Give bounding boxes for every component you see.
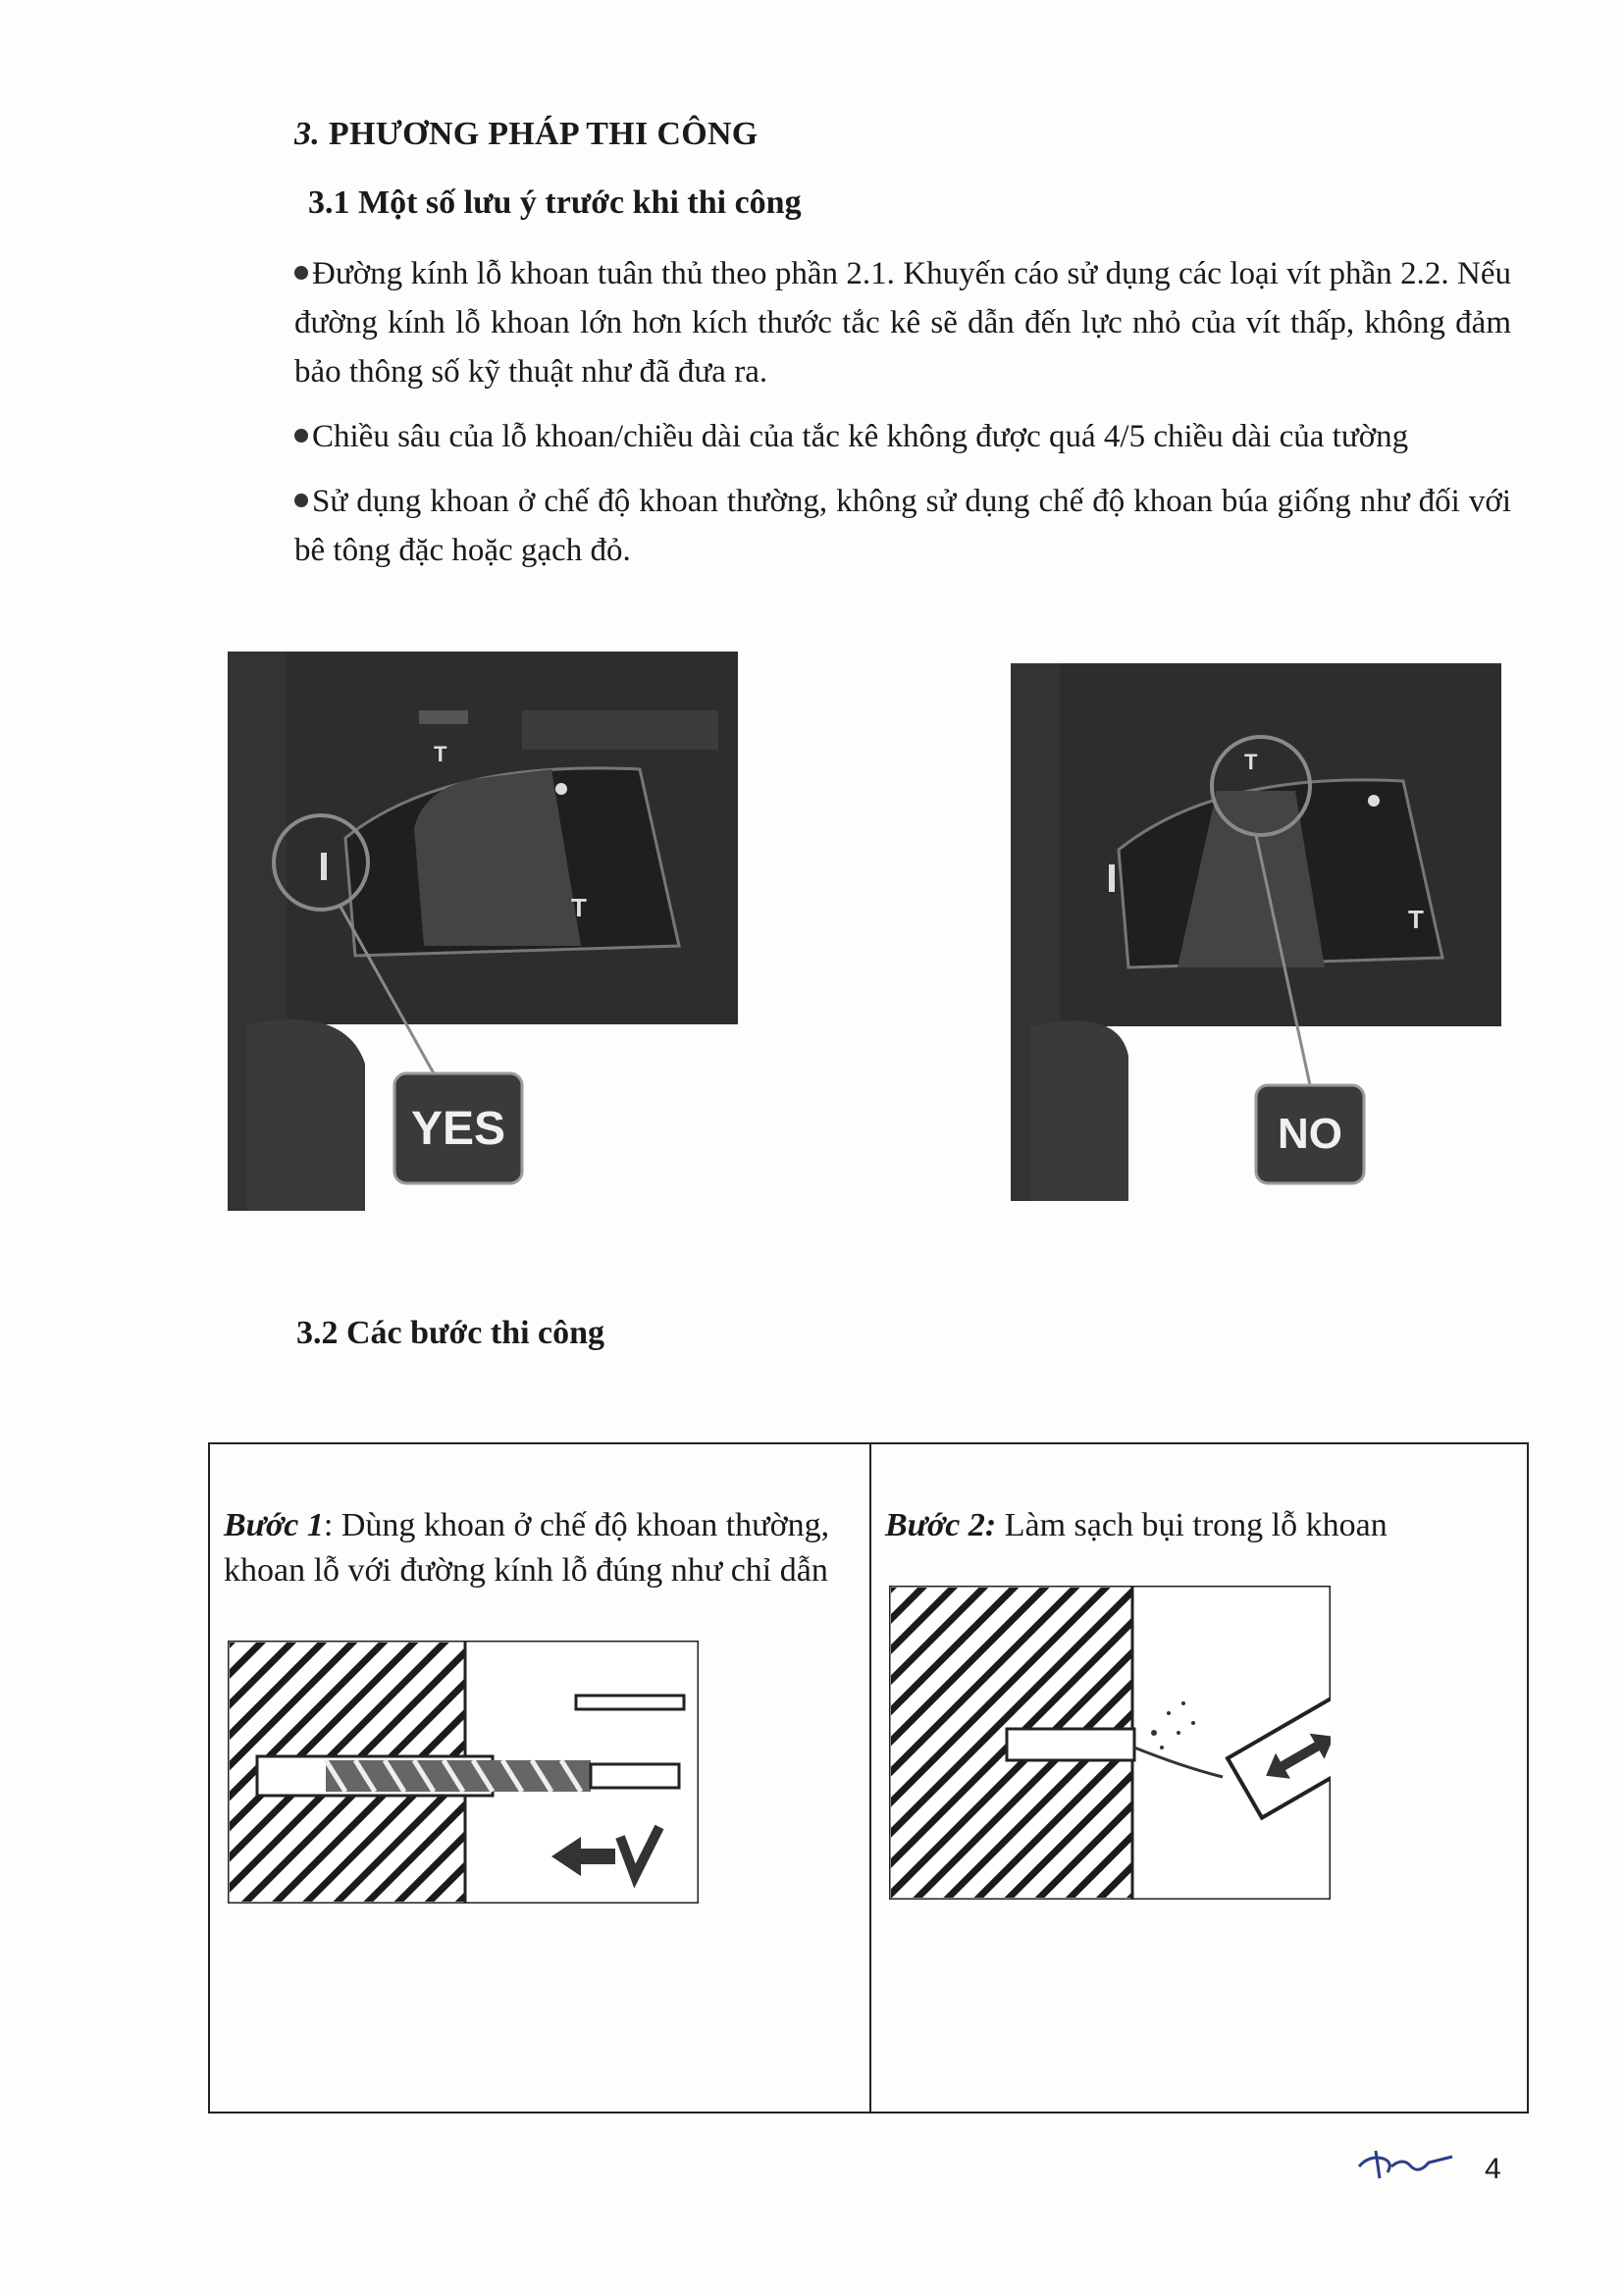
yes-badge: YES	[410, 1102, 506, 1155]
bullet-dot-icon	[294, 429, 308, 443]
no-badge: NO	[1278, 1110, 1342, 1158]
section-heading	[294, 116, 759, 153]
bullet-item	[196, 249, 1511, 396]
step-2-label: Bước 2:	[885, 1507, 997, 1543]
subsection-31-title: 3.1 Một số lưu ý trước khi thi công	[308, 184, 802, 221]
section-title: PHƯƠNG PHÁP THI CÔNG	[328, 116, 759, 152]
page-number: 4	[1485, 2153, 1501, 2185]
step-2-text	[885, 1503, 1523, 1548]
step-1-label: Bước 1	[224, 1507, 324, 1543]
steps-table	[208, 1442, 1529, 2113]
bullet-dot-icon	[294, 266, 308, 280]
bullet-dot-icon	[294, 494, 308, 507]
mode-label-t: T	[571, 893, 587, 922]
mode-label-t: T	[1408, 905, 1424, 934]
table-divider	[869, 1444, 871, 2112]
step-1-description: : Dùng khoan ở chế độ khoan thường, khoan lỗ với đường kính lỗ đúng như chỉ dẫn	[224, 1507, 830, 1589]
step-2-cleaning-diagram	[889, 1586, 1331, 1900]
drill-photo-correct-mode	[228, 652, 738, 1211]
step-2-description: Làm sạch bụi trong lỗ khoan	[996, 1507, 1387, 1543]
bullet-text: Sử dụng khoan ở chế độ khoan thường, không sử dụng chế độ khoan búa giống như đối với bê tông đặc hoặc gạch đỏ.	[294, 484, 1511, 568]
svg-text:T: T	[1244, 750, 1258, 774]
drill-photo-wrong-mode	[1011, 663, 1501, 1201]
bullet-text: Chiều sâu của lỗ khoan/chiều dài của tắc kê không được quá 4/5 chiều dài của tường	[312, 419, 1409, 454]
bullet-item	[196, 412, 1511, 461]
bullet-item	[196, 477, 1511, 575]
subsection-32-title: 3.2 Các bước thi công	[296, 1315, 605, 1351]
step-1-drilling-diagram	[228, 1641, 699, 1904]
svg-text:T: T	[434, 742, 447, 766]
step-1-text	[224, 1503, 862, 1593]
bullet-text: Đường kính lỗ khoan tuân thủ theo phần 2.1. Khuyến cáo sử dụng các loại vít phần 2.2. Nếu đường kính lỗ khoan lớn hơn kích thước tắc kê sẽ dẫn đến lực nhỏ của vít thấp, không đảm bảo thông số kỹ thuật như đã đưa ra.	[294, 256, 1511, 390]
section-number: 3.	[294, 116, 321, 152]
signature-mark	[1354, 2145, 1462, 2184]
